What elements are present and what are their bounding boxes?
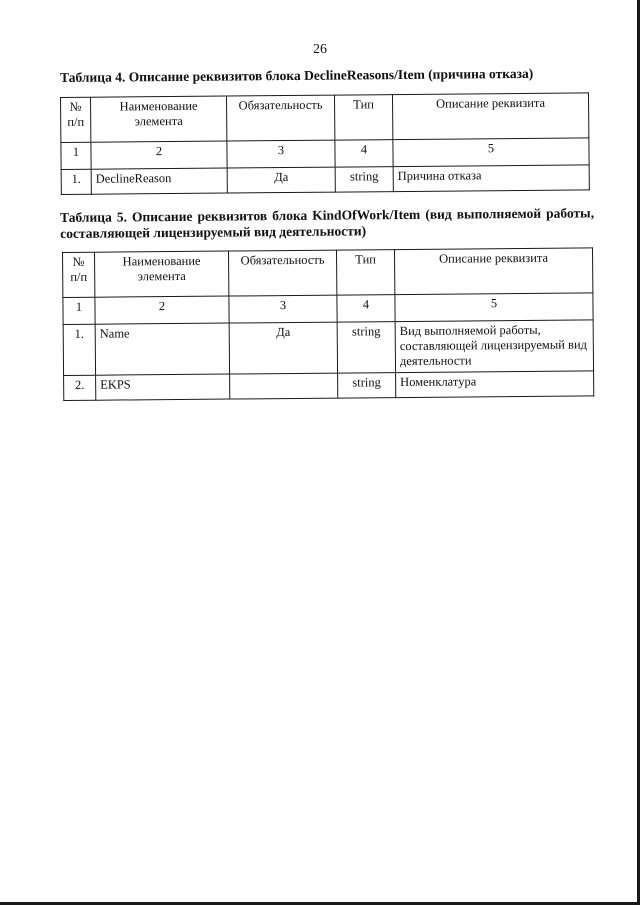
- column-number: 1: [61, 142, 91, 169]
- column-number: 5: [395, 293, 593, 322]
- element-name: DeclineReason: [91, 168, 227, 194]
- table-4: [60, 92, 590, 195]
- row-number: 2.: [64, 375, 96, 400]
- table-row: [61, 165, 589, 195]
- required-value: Да: [229, 322, 337, 374]
- column-number: 1: [63, 297, 95, 324]
- table-4-caption: Таблица 4. Описание реквизитов блока DeclineReasons/Item (причина отказа): [60, 65, 534, 85]
- column-number: 5: [393, 138, 589, 167]
- table-5: [62, 247, 594, 401]
- table-row: [64, 371, 594, 401]
- element-name: Name: [95, 323, 229, 375]
- header-description: Описание реквизита: [392, 93, 588, 140]
- column-number: 4: [337, 295, 395, 323]
- header-number: № п/п: [63, 252, 95, 297]
- type-value: string: [335, 167, 393, 193]
- header-number: № п/п: [61, 97, 91, 142]
- element-name: EKPS: [96, 374, 230, 400]
- type-value: string: [337, 322, 395, 374]
- header-description: Описание реквизита: [394, 248, 592, 295]
- description-value: Номенклатура: [396, 371, 594, 398]
- row-number: 1.: [63, 324, 95, 375]
- table-row: [63, 320, 593, 376]
- row-number: 1.: [61, 169, 91, 194]
- header-required: Обязательность: [226, 95, 334, 141]
- header-element-name: Наименование элемента: [95, 251, 229, 297]
- header-type: Тип: [334, 95, 392, 141]
- column-number: 4: [335, 140, 393, 168]
- header-element-name: Наименование элемента: [91, 96, 227, 142]
- table-5-header-row: [63, 248, 593, 298]
- type-value: string: [338, 373, 396, 399]
- header-required: Обязательность: [228, 250, 336, 296]
- table-4-header-row: [61, 93, 589, 143]
- required-value: Да: [227, 167, 335, 193]
- column-number: 2: [95, 296, 229, 324]
- table-5-caption: Таблица 5. Описание реквизитов блока KindOfWork/Item (вид выполняемой работы, составляющей лицензируемый вид деятельности): [60, 205, 595, 241]
- column-number: 3: [227, 140, 335, 168]
- required-value: [230, 373, 338, 399]
- column-number: 3: [229, 295, 337, 323]
- column-number: 2: [91, 141, 227, 169]
- header-type: Тип: [336, 250, 394, 296]
- page-number: 26: [313, 42, 327, 57]
- description-value: Вид выполняемой работы, составляющей лицензируемый вид деятельности: [395, 320, 593, 373]
- description-value: Причина отказа: [393, 165, 589, 192]
